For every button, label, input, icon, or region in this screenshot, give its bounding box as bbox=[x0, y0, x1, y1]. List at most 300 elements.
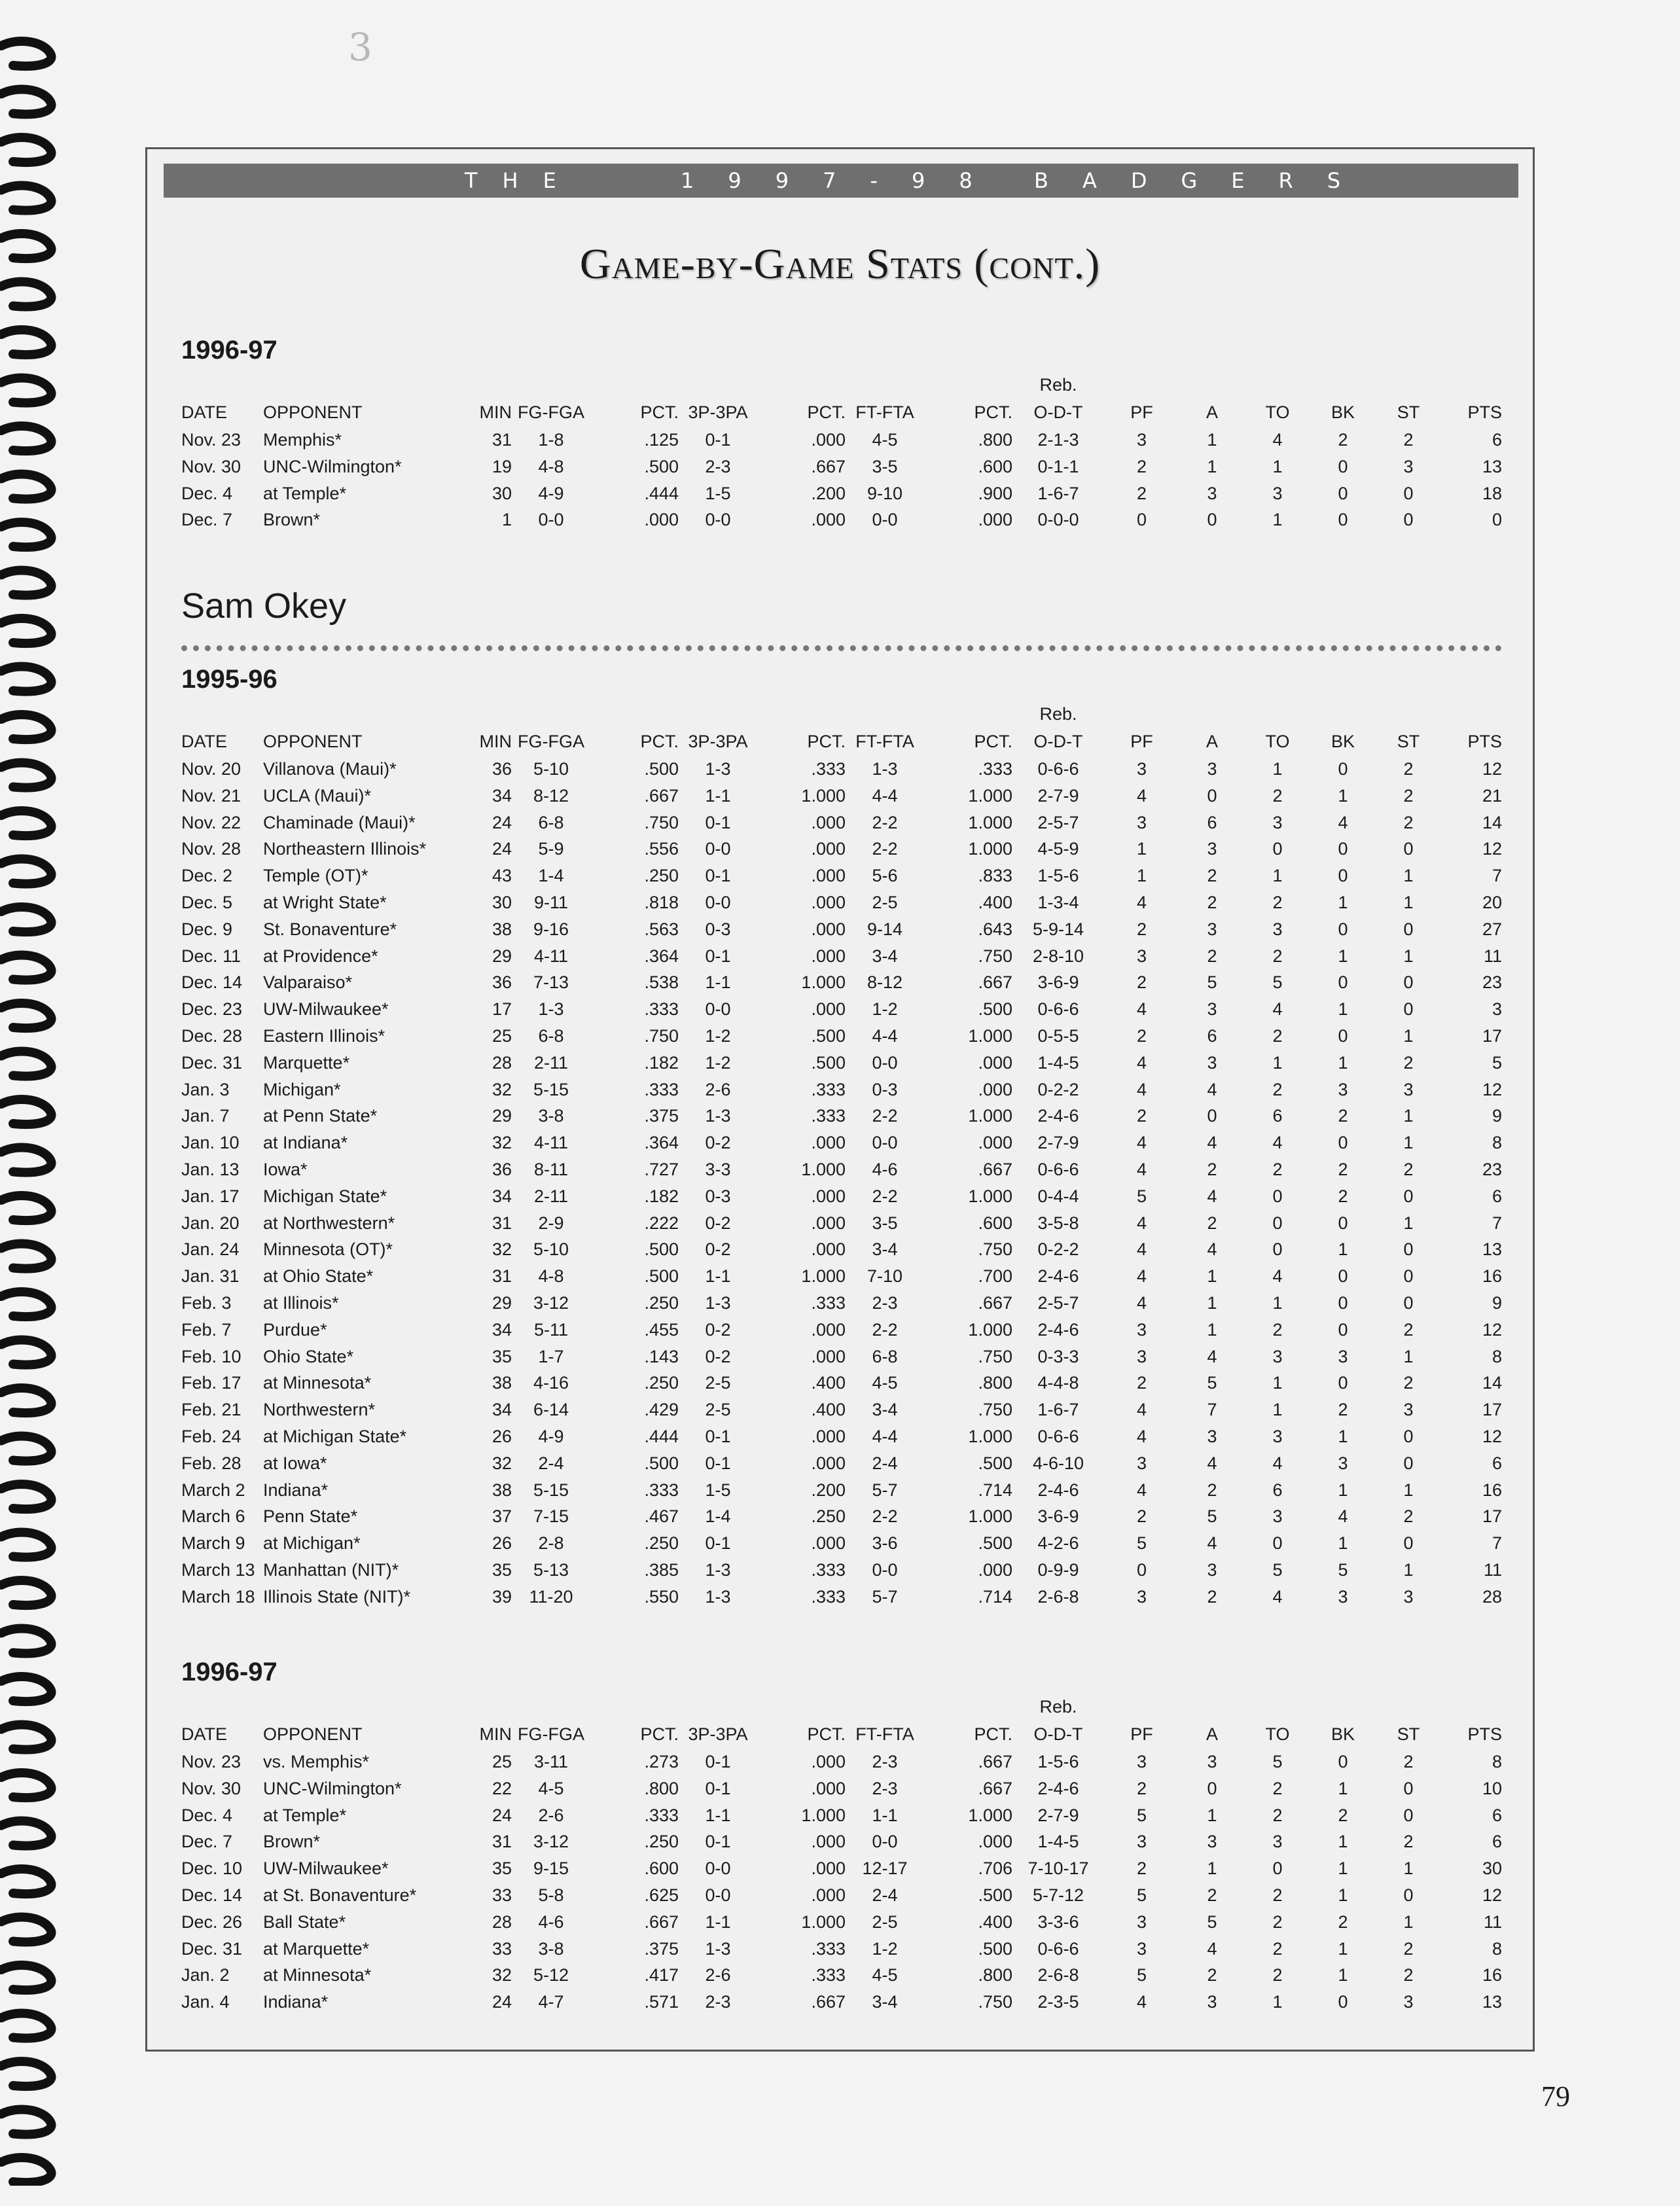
cell-a: 0 bbox=[1207, 510, 1217, 530]
cell-a: 2 bbox=[1207, 1965, 1217, 1985]
cell-pts: 23 bbox=[1482, 972, 1502, 993]
col-header-3p-3pa: 3P-3PA bbox=[688, 1724, 748, 1744]
cell-3p-3pa: 0-3 bbox=[705, 919, 731, 939]
cell-3p-3pa: 1-1 bbox=[705, 1805, 731, 1825]
table-row bbox=[181, 1103, 1502, 1130]
cell-reb-odt: 7-10-17 bbox=[1028, 1859, 1089, 1879]
cell-opponent: UW-Milwaukee* bbox=[263, 999, 389, 1020]
cell-pts: 9 bbox=[1492, 1106, 1502, 1126]
table-row bbox=[181, 889, 1502, 916]
cell-fg-fga: 4-9 bbox=[538, 483, 564, 503]
cell-reb-odt: 2-1-3 bbox=[1037, 430, 1079, 450]
cell-pf: 3 bbox=[1136, 1319, 1147, 1340]
cell-ft-pct: .800 bbox=[978, 1965, 1012, 1985]
cell-ft-pct: .500 bbox=[978, 1453, 1012, 1473]
cell-to: 3 bbox=[1272, 919, 1283, 939]
cell-3p-3pa: 0-0 bbox=[705, 510, 731, 530]
cell-opponent: at Penn State* bbox=[263, 1106, 378, 1126]
table-row bbox=[181, 1503, 1502, 1530]
cell-pts: 13 bbox=[1482, 1239, 1502, 1260]
cell-pf: 5 bbox=[1136, 1186, 1147, 1206]
cell-opponent: at Temple* bbox=[263, 1805, 347, 1825]
cell-to: 2 bbox=[1272, 1965, 1283, 1985]
cell-fg-pct: .538 bbox=[644, 972, 679, 993]
cell-min: 24 bbox=[491, 1992, 512, 2012]
header-row-top bbox=[181, 372, 1502, 398]
col-header-ft-pct: PCT. bbox=[974, 1724, 1012, 1744]
cell-reb-odt: 2-4-6 bbox=[1037, 1480, 1079, 1500]
cell-min: 31 bbox=[491, 1832, 512, 1852]
table-row bbox=[181, 809, 1502, 836]
cell-3p-pct: .000 bbox=[811, 1319, 846, 1340]
cell-a: 3 bbox=[1207, 919, 1217, 939]
cell-fg-pct: .600 bbox=[644, 1859, 679, 1879]
cell-reb-odt: 2-6-8 bbox=[1037, 1586, 1079, 1607]
cell-bk: 0 bbox=[1338, 1133, 1348, 1153]
cell-ft-pct: .800 bbox=[978, 1373, 1012, 1393]
cell-ft-fta: 3-5 bbox=[872, 1213, 898, 1233]
cell-to: 1 bbox=[1272, 759, 1283, 779]
cell-pts: 12 bbox=[1482, 759, 1502, 779]
cell-3p-3pa: 0-1 bbox=[705, 1426, 731, 1446]
cell-to: 2 bbox=[1272, 1079, 1283, 1099]
cell-reb-odt: 0-6-6 bbox=[1037, 1159, 1079, 1179]
cell-opponent: Minnesota (OT)* bbox=[263, 1239, 393, 1260]
cell-a: 2 bbox=[1207, 866, 1217, 886]
cell-3p-pct: .000 bbox=[811, 919, 846, 939]
cell-opponent: at Northwestern* bbox=[263, 1213, 395, 1233]
cell-ft-fta: 2-2 bbox=[872, 1186, 898, 1206]
cell-fg-pct: .727 bbox=[644, 1159, 679, 1179]
cell-date: Nov. 23 bbox=[181, 430, 241, 450]
cell-to: 4 bbox=[1272, 1266, 1283, 1287]
cell-ft-fta: 3-6 bbox=[872, 1533, 898, 1554]
cell-date: Nov. 20 bbox=[181, 759, 241, 779]
cell-3p-pct: .667 bbox=[811, 1992, 846, 2012]
cell-ft-pct: .000 bbox=[978, 510, 1012, 530]
cell-fg-pct: .444 bbox=[644, 483, 679, 503]
cell-reb-odt: 4-4-8 bbox=[1037, 1373, 1079, 1393]
banner bbox=[164, 164, 1518, 198]
cell-ft-pct: 1.000 bbox=[968, 1805, 1012, 1825]
col-header-opponent: OPPONENT bbox=[263, 402, 363, 422]
table-row bbox=[181, 1290, 1502, 1317]
cell-3p-pct: .200 bbox=[811, 1480, 846, 1500]
cell-reb-odt: 1-3-4 bbox=[1037, 892, 1079, 912]
cell-a: 2 bbox=[1207, 1586, 1217, 1607]
cell-3p-3pa: 0-0 bbox=[705, 1885, 731, 1905]
cell-pts: 16 bbox=[1482, 1266, 1502, 1287]
cell-3p-pct: .333 bbox=[811, 1106, 846, 1126]
cell-fg-pct: .500 bbox=[644, 456, 679, 476]
cell-date: Feb. 3 bbox=[181, 1292, 232, 1313]
cell-to: 2 bbox=[1272, 1805, 1283, 1825]
cell-to: 4 bbox=[1272, 1586, 1283, 1607]
cell-fg-fga: 5-10 bbox=[533, 1239, 569, 1260]
cell-ft-pct: 1.000 bbox=[968, 1186, 1012, 1206]
cell-3p-pct: 1.000 bbox=[801, 972, 846, 993]
cell-reb-odt: 0-2-2 bbox=[1037, 1079, 1079, 1099]
cell-bk: 0 bbox=[1338, 1752, 1348, 1771]
table-row bbox=[181, 783, 1502, 809]
cell-3p-pct: .000 bbox=[811, 1133, 846, 1153]
cell-bk: 0 bbox=[1338, 839, 1348, 859]
cell-pts: 6 bbox=[1492, 1453, 1502, 1473]
cell-st: 1 bbox=[1403, 892, 1414, 912]
cell-3p-pct: .000 bbox=[811, 1778, 846, 1798]
cell-3p-3pa: 1-3 bbox=[705, 1106, 731, 1126]
cell-min: 32 bbox=[491, 1239, 512, 1260]
reb-header: Reb. bbox=[1039, 704, 1077, 724]
cell-3p-pct: .000 bbox=[811, 946, 846, 966]
player-name: Sam Okey bbox=[181, 586, 347, 626]
cell-pf: 2 bbox=[1136, 456, 1147, 476]
cell-fg-pct: .750 bbox=[644, 1025, 679, 1046]
cell-ft-pct: .600 bbox=[978, 1213, 1012, 1233]
cell-bk: 1 bbox=[1338, 1426, 1348, 1446]
cell-date: March 13 bbox=[181, 1559, 255, 1580]
cell-pts: 20 bbox=[1482, 892, 1502, 912]
col-header-pts: PTS bbox=[1467, 1724, 1502, 1744]
table-row bbox=[181, 756, 1502, 783]
cell-date: Dec. 31 bbox=[181, 1938, 243, 1959]
cell-pf: 3 bbox=[1136, 1832, 1147, 1852]
cell-bk: 2 bbox=[1338, 1400, 1348, 1420]
cell-pts: 12 bbox=[1482, 1079, 1502, 1099]
page-number: 79 bbox=[1541, 2080, 1570, 2112]
col-header-ft-fta: FT-FTA bbox=[855, 1724, 914, 1744]
cell-fg-fga: 3-8 bbox=[538, 1938, 564, 1959]
cell-date: Dec. 4 bbox=[181, 483, 233, 503]
cell-min: 17 bbox=[491, 999, 512, 1020]
cell-bk: 0 bbox=[1338, 483, 1348, 503]
cell-min: 36 bbox=[491, 1159, 512, 1179]
cell-st: 2 bbox=[1403, 1938, 1414, 1959]
cell-st: 0 bbox=[1403, 1266, 1414, 1287]
cell-bk: 1 bbox=[1338, 946, 1348, 966]
cell-st: 0 bbox=[1403, 1778, 1414, 1798]
cell-reb-odt: 5-9-14 bbox=[1032, 919, 1084, 939]
cell-3p-3pa: 2-6 bbox=[705, 1079, 731, 1099]
cell-fg-pct: .750 bbox=[644, 812, 679, 832]
cell-to: 2 bbox=[1272, 1319, 1283, 1340]
cell-to: 2 bbox=[1272, 1025, 1283, 1046]
cell-a: 3 bbox=[1207, 999, 1217, 1020]
cell-fg-pct: .250 bbox=[644, 1832, 679, 1852]
cell-ft-pct: .750 bbox=[978, 1992, 1012, 2012]
cell-ft-fta: 2-4 bbox=[872, 1453, 898, 1473]
cell-bk: 2 bbox=[1338, 1805, 1348, 1825]
cell-to: 4 bbox=[1272, 1133, 1283, 1153]
table-row bbox=[181, 1317, 1502, 1343]
cell-ft-fta: 2-3 bbox=[872, 1752, 898, 1771]
cell-3p-pct: .000 bbox=[811, 1832, 846, 1852]
table-row bbox=[181, 996, 1502, 1023]
cell-to: 6 bbox=[1272, 1106, 1283, 1126]
cell-date: Jan. 31 bbox=[181, 1266, 240, 1287]
cell-min: 31 bbox=[491, 1213, 512, 1233]
cell-to: 2 bbox=[1272, 1912, 1283, 1932]
cell-ft-pct: .000 bbox=[978, 1133, 1012, 1153]
cell-st: 2 bbox=[1403, 1373, 1414, 1393]
cell-pf: 4 bbox=[1136, 1159, 1147, 1179]
cell-fg-pct: .500 bbox=[644, 1239, 679, 1260]
cell-bk: 2 bbox=[1338, 1106, 1348, 1126]
cell-st: 0 bbox=[1403, 1533, 1414, 1554]
cell-ft-pct: .400 bbox=[978, 1912, 1012, 1932]
cell-date: March 6 bbox=[181, 1506, 245, 1527]
cell-min: 35 bbox=[491, 1346, 512, 1366]
cell-to: 4 bbox=[1272, 430, 1283, 450]
cell-reb-odt: 2-4-6 bbox=[1037, 1266, 1079, 1287]
table-row bbox=[181, 1023, 1502, 1050]
cell-opponent: Michigan* bbox=[263, 1079, 341, 1099]
cell-opponent: UNC-Wilmington* bbox=[263, 456, 402, 476]
cell-fg-pct: .818 bbox=[644, 892, 679, 912]
cell-fg-pct: .385 bbox=[644, 1559, 679, 1580]
cell-st: 3 bbox=[1403, 1586, 1414, 1607]
cell-opponent: Northeastern Illinois* bbox=[263, 839, 427, 859]
cell-ft-pct: .500 bbox=[978, 1533, 1012, 1554]
cell-3p-3pa: 1-5 bbox=[705, 483, 731, 503]
cell-reb-odt: 2-4-6 bbox=[1037, 1106, 1079, 1126]
cell-pf: 0 bbox=[1136, 510, 1147, 530]
cell-reb-odt: 4-5-9 bbox=[1037, 839, 1079, 859]
cell-min: 31 bbox=[491, 1266, 512, 1287]
cell-fg-fga: 6-8 bbox=[538, 1025, 564, 1046]
cell-st: 2 bbox=[1403, 1965, 1414, 1985]
season-heading: 1996-97 bbox=[181, 1658, 277, 1686]
cell-fg-pct: .467 bbox=[644, 1506, 679, 1527]
cell-fg-fga: 2-8 bbox=[538, 1533, 564, 1554]
cell-fg-pct: .222 bbox=[644, 1213, 679, 1233]
cell-opponent: Indiana* bbox=[263, 1992, 329, 2012]
cell-bk: 0 bbox=[1338, 1266, 1348, 1287]
cell-3p-pct: .333 bbox=[811, 1292, 846, 1313]
table-row bbox=[181, 1263, 1502, 1290]
col-header-st: ST bbox=[1397, 402, 1420, 422]
cell-min: 33 bbox=[491, 1938, 512, 1959]
cell-3p-pct: .000 bbox=[811, 1346, 846, 1366]
cell-bk: 0 bbox=[1338, 866, 1348, 886]
cell-pts: 12 bbox=[1482, 1319, 1502, 1340]
cell-pts: 7 bbox=[1492, 1213, 1502, 1233]
cell-to: 3 bbox=[1272, 483, 1283, 503]
col-header-min: MIN bbox=[479, 402, 512, 422]
cell-3p-pct: .333 bbox=[811, 1965, 846, 1985]
cell-opponent: at Minnesota* bbox=[263, 1373, 372, 1393]
header-row bbox=[181, 398, 1502, 427]
cell-min: 43 bbox=[491, 866, 512, 886]
cell-st: 2 bbox=[1403, 1159, 1414, 1179]
cell-fg-fga: 2-6 bbox=[538, 1805, 564, 1825]
cell-date: March 18 bbox=[181, 1586, 255, 1607]
cell-pts: 3 bbox=[1492, 999, 1502, 1020]
table-row bbox=[181, 1076, 1502, 1103]
col-header-fg-pct: PCT. bbox=[640, 402, 679, 422]
cell-pts: 14 bbox=[1482, 1373, 1502, 1393]
cell-st: 0 bbox=[1403, 1805, 1414, 1825]
cell-st: 2 bbox=[1403, 759, 1414, 779]
table-row bbox=[181, 1477, 1502, 1504]
col-header-fg-pct: PCT. bbox=[640, 1724, 679, 1744]
cell-bk: 3 bbox=[1338, 1079, 1348, 1099]
cell-ft-fta: 3-4 bbox=[872, 1239, 898, 1260]
cell-min: 29 bbox=[491, 1292, 512, 1313]
cell-st: 2 bbox=[1403, 785, 1414, 806]
cell-fg-fga: 1-3 bbox=[538, 999, 564, 1020]
cell-opponent: Purdue* bbox=[263, 1319, 327, 1340]
cell-ft-pct: .400 bbox=[978, 892, 1012, 912]
col-header-a: A bbox=[1206, 402, 1218, 422]
cell-fg-fga: 2-9 bbox=[538, 1213, 564, 1233]
cell-fg-pct: .667 bbox=[644, 785, 679, 806]
cell-min: 34 bbox=[491, 1186, 512, 1206]
col-header-ft-pct: PCT. bbox=[974, 732, 1012, 751]
cell-pts: 6 bbox=[1492, 1832, 1502, 1852]
col-header-min: MIN bbox=[479, 1724, 512, 1744]
cell-to: 0 bbox=[1272, 1186, 1283, 1206]
cell-ft-pct: .750 bbox=[978, 1400, 1012, 1420]
cell-to: 1 bbox=[1272, 456, 1283, 476]
cell-to: 5 bbox=[1272, 1752, 1283, 1771]
cell-fg-fga: 5-15 bbox=[533, 1079, 569, 1099]
cell-ft-pct: 1.000 bbox=[968, 1025, 1012, 1046]
cell-pts: 17 bbox=[1482, 1400, 1502, 1420]
header-row-top bbox=[181, 1694, 1502, 1720]
cell-a: 4 bbox=[1207, 1346, 1217, 1366]
col-header-ft-fta: FT-FTA bbox=[855, 402, 914, 422]
cell-reb-odt: 1-4-5 bbox=[1037, 1052, 1079, 1073]
cell-reb-odt: 2-4-6 bbox=[1037, 1319, 1079, 1340]
cell-reb-odt: 4-6-10 bbox=[1032, 1453, 1084, 1473]
cell-min: 33 bbox=[491, 1885, 512, 1905]
table-row bbox=[181, 1828, 1502, 1855]
cell-st: 1 bbox=[1403, 1213, 1414, 1233]
cell-pts: 13 bbox=[1482, 456, 1502, 476]
cell-pts: 16 bbox=[1482, 1480, 1502, 1500]
cell-pts: 12 bbox=[1482, 1885, 1502, 1905]
cell-bk: 0 bbox=[1338, 510, 1348, 530]
cell-st: 1 bbox=[1403, 1859, 1414, 1879]
cell-pf: 2 bbox=[1136, 1025, 1147, 1046]
table-row bbox=[181, 1989, 1502, 2016]
banner-word-2: 1997-98 bbox=[681, 168, 1007, 193]
cell-st: 2 bbox=[1403, 1506, 1414, 1527]
table-row bbox=[181, 1802, 1502, 1829]
cell-min: 34 bbox=[491, 1400, 512, 1420]
cell-a: 0 bbox=[1207, 1106, 1217, 1126]
cell-ft-fta: 4-4 bbox=[872, 785, 898, 806]
cell-pts: 21 bbox=[1482, 785, 1502, 806]
cell-3p-pct: .000 bbox=[811, 1453, 846, 1473]
cell-st: 0 bbox=[1403, 1885, 1414, 1905]
cell-ft-pct: 1.000 bbox=[968, 1506, 1012, 1527]
cell-opponent: Illinois State (NIT)* bbox=[263, 1586, 411, 1607]
cell-3p-pct: 1.000 bbox=[801, 1805, 846, 1825]
reb-header: Reb. bbox=[1039, 1697, 1077, 1717]
cell-opponent: UW-Milwaukee* bbox=[263, 1859, 389, 1879]
spiral-binding bbox=[0, 26, 60, 2186]
cell-ft-pct: .714 bbox=[978, 1480, 1012, 1500]
cell-date: Jan. 3 bbox=[181, 1079, 230, 1099]
cell-ft-pct: .714 bbox=[978, 1586, 1012, 1607]
table-row bbox=[181, 1370, 1502, 1397]
cell-pf: 3 bbox=[1136, 812, 1147, 832]
cell-date: Feb. 7 bbox=[181, 1319, 232, 1340]
cell-pts: 11 bbox=[1483, 1912, 1502, 1932]
cell-st: 2 bbox=[1403, 1052, 1414, 1073]
cell-to: 1 bbox=[1272, 866, 1283, 886]
cell-st: 1 bbox=[1403, 1480, 1414, 1500]
cell-fg-pct: .500 bbox=[644, 1453, 679, 1473]
cell-3p-3pa: 1-3 bbox=[705, 759, 731, 779]
cell-opponent: Indiana* bbox=[263, 1480, 329, 1500]
cell-fg-fga: 5-11 bbox=[533, 1319, 569, 1340]
cell-3p-3pa: 1-1 bbox=[705, 1266, 731, 1287]
table-row bbox=[181, 1584, 1502, 1610]
cell-3p-pct: .000 bbox=[811, 1213, 846, 1233]
cell-3p-3pa: 2-5 bbox=[705, 1400, 731, 1420]
cell-fg-fga: 1-4 bbox=[538, 866, 564, 886]
cell-st: 0 bbox=[1403, 1292, 1414, 1313]
col-header-3p-pct: PCT. bbox=[807, 402, 846, 422]
cell-ft-pct: .000 bbox=[978, 1559, 1012, 1580]
cell-date: Dec. 2 bbox=[181, 866, 233, 886]
table-row bbox=[181, 1882, 1502, 1909]
cell-st: 0 bbox=[1403, 483, 1414, 503]
col-header-reb-odt: O-D-T bbox=[1033, 402, 1083, 422]
cell-3p-3pa: 0-0 bbox=[705, 892, 731, 912]
cell-pts: 5 bbox=[1492, 1052, 1502, 1073]
content-frame bbox=[145, 147, 1535, 2052]
cell-reb-odt: 0-4-4 bbox=[1037, 1186, 1079, 1206]
cell-pts: 0 bbox=[1492, 510, 1502, 530]
cell-fg-pct: .625 bbox=[644, 1885, 679, 1905]
cell-to: 2 bbox=[1272, 1778, 1283, 1798]
cell-pf: 3 bbox=[1136, 1752, 1147, 1771]
cell-ft-fta: 0-0 bbox=[872, 1832, 898, 1852]
cell-min: 36 bbox=[491, 972, 512, 993]
cell-ft-fta: 1-3 bbox=[872, 759, 898, 779]
cell-date: Jan. 20 bbox=[181, 1213, 240, 1233]
cell-pts: 6 bbox=[1492, 1805, 1502, 1825]
cell-pts: 8 bbox=[1492, 1752, 1502, 1771]
cell-bk: 0 bbox=[1338, 1292, 1348, 1313]
cell-ft-pct: 1.000 bbox=[968, 1319, 1012, 1340]
cell-to: 2 bbox=[1272, 892, 1283, 912]
col-header-fg-pct: PCT. bbox=[640, 732, 679, 751]
cell-ft-fta: 0-0 bbox=[872, 1133, 898, 1153]
cell-st: 0 bbox=[1403, 972, 1414, 993]
cell-min: 29 bbox=[491, 1106, 512, 1126]
cell-min: 32 bbox=[491, 1133, 512, 1153]
cell-fg-pct: .250 bbox=[644, 1292, 679, 1313]
cell-opponent: Temple (OT)* bbox=[263, 866, 368, 886]
cell-bk: 1 bbox=[1338, 1965, 1348, 1985]
cell-pf: 3 bbox=[1136, 1453, 1147, 1473]
cell-3p-3pa: 0-2 bbox=[705, 1213, 731, 1233]
cell-to: 0 bbox=[1272, 1859, 1283, 1879]
cell-3p-pct: .000 bbox=[811, 839, 846, 859]
cell-bk: 1 bbox=[1338, 999, 1348, 1020]
col-header-a: A bbox=[1206, 1724, 1218, 1744]
cell-bk: 1 bbox=[1338, 1533, 1348, 1554]
dotted-divider bbox=[181, 645, 1502, 651]
cell-bk: 0 bbox=[1338, 1373, 1348, 1393]
col-header-ft-pct: PCT. bbox=[974, 402, 1012, 422]
cell-ft-fta: 0-0 bbox=[872, 1559, 898, 1580]
